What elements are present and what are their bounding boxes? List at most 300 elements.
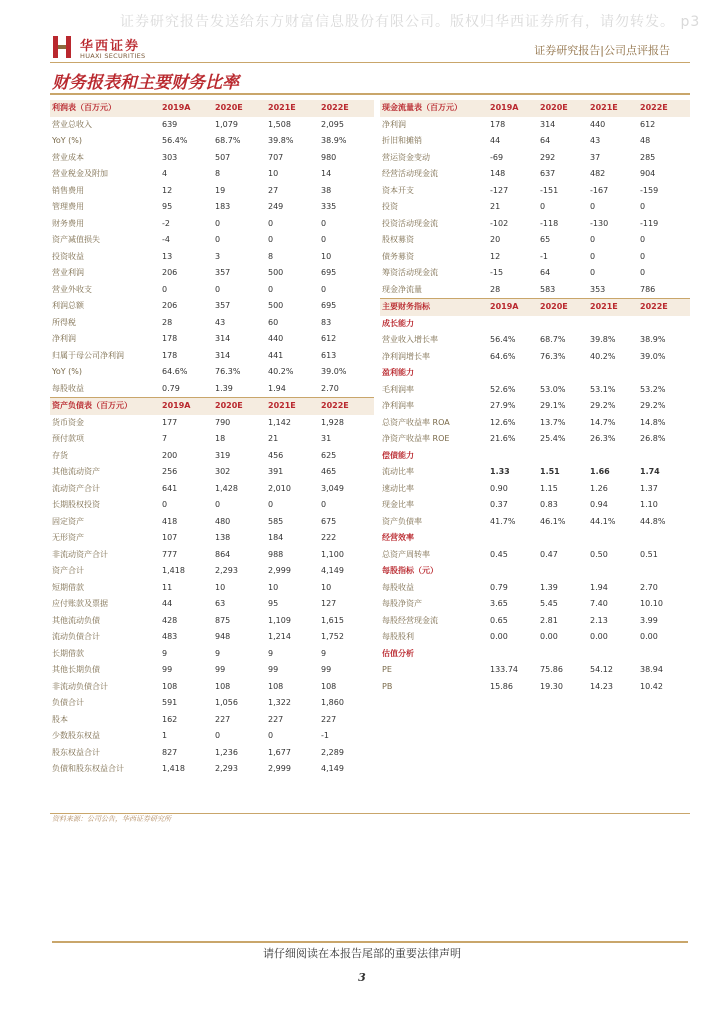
cell-value: 2,095: [321, 119, 344, 129]
row-label: 资本开支: [382, 185, 414, 195]
cell-value: 39.8%: [268, 136, 294, 145]
cell-value: 1,677: [268, 747, 291, 757]
cell-value: 302: [215, 467, 231, 476]
cashflow-ratio-table: [380, 100, 690, 695]
cell-value: 0: [215, 500, 221, 509]
table-row: [380, 431, 690, 448]
cell-value: 591: [162, 698, 178, 707]
row-label: 流动负债合计: [52, 632, 100, 641]
row-label: 销售费用: [52, 185, 84, 195]
cell-value: 0.51: [640, 549, 658, 559]
table-row: [380, 117, 690, 134]
cell-value: 613: [321, 350, 337, 360]
row-label: 经营效率: [382, 533, 414, 542]
row-label: 总资产周转率: [382, 549, 430, 559]
huaxi-logo-icon: [52, 34, 74, 60]
cell-value: 26.8%: [640, 434, 666, 443]
cell-value: 63: [215, 599, 226, 608]
cell-value: 0: [321, 218, 327, 228]
cell-value: 29.1%: [540, 401, 566, 410]
cell-value: [640, 365, 690, 382]
row-label: 债务募资: [382, 251, 414, 261]
cell-value: 0: [321, 235, 327, 244]
cell-value: 13: [162, 251, 173, 261]
cell-value: [590, 448, 640, 465]
cell-value: 26.3%: [590, 434, 616, 443]
cell-value: 40.2%: [590, 351, 616, 361]
row-label: 现金净流量: [382, 284, 422, 294]
cell-value: -118: [540, 218, 559, 228]
cell-value: -102: [490, 218, 509, 228]
row-label: 投资: [382, 202, 398, 211]
cell-value: 39.0%: [640, 351, 666, 361]
cell-value: 827: [162, 747, 178, 757]
table-row: [380, 629, 690, 646]
row-label: 净利润: [52, 334, 76, 343]
cell-value: 3,049: [321, 483, 344, 493]
row-label: 筹资活动现金流: [382, 268, 438, 277]
cell-value: 507: [215, 152, 231, 162]
row-label: 财务费用: [52, 218, 84, 228]
cell-value: 500: [268, 268, 284, 277]
table-row: [50, 629, 374, 646]
cell-value: 465: [321, 467, 337, 476]
cell-value: 227: [321, 714, 337, 724]
cell-value: 227: [268, 714, 284, 724]
cell-value: 0: [590, 268, 596, 277]
row-label: 每股股利: [382, 632, 414, 641]
table-row: [380, 265, 690, 282]
cell-value: 183: [215, 202, 231, 211]
cell-value: 7.40: [590, 599, 608, 608]
table-row: [50, 761, 374, 778]
cell-value: 99: [162, 665, 173, 674]
cell-value: 38.9%: [640, 335, 666, 344]
cell-value: 64.6%: [162, 367, 188, 376]
cell-value: 707: [268, 152, 284, 162]
cell-value: 27.9%: [490, 401, 516, 410]
cell-value: 641: [162, 483, 178, 493]
cell-value: 25.4%: [540, 434, 566, 443]
table-subsection-row: [380, 530, 690, 547]
cell-value: 2022E: [640, 100, 690, 117]
row-label: PE: [382, 665, 392, 674]
cell-value: 0: [590, 202, 596, 211]
right-financial-tables: [380, 100, 690, 695]
cell-value: 0.65: [490, 615, 508, 625]
cell-value: 2,999: [268, 566, 291, 575]
watermark-text: 证券研究报告发送给东方财富信息股份有限公司。版权归华西证券所有，请勿转发。 p3: [120, 14, 701, 30]
cell-value: 1.15: [540, 483, 558, 493]
row-label: 其他流动负债: [52, 615, 100, 625]
cell-value: 83: [321, 317, 332, 327]
cell-value: [490, 563, 540, 580]
cell-value: 1,142: [268, 417, 291, 427]
cell-value: 0: [640, 202, 646, 211]
row-label: 营业总收入: [52, 119, 92, 129]
table-row: [50, 745, 374, 762]
cell-value: 2021E: [590, 299, 640, 316]
cell-value: 133.74: [490, 665, 518, 674]
cell-value: 0.00: [590, 632, 608, 641]
cell-value: 625: [321, 450, 337, 460]
cell-value: 162: [162, 714, 178, 724]
cell-value: 10: [268, 582, 279, 592]
cell-value: [640, 316, 690, 333]
cell-value: 500: [268, 301, 284, 310]
cell-value: 440: [590, 119, 606, 129]
cell-value: 21: [268, 434, 279, 443]
table-row: [50, 315, 374, 332]
row-label: 短期借款: [52, 582, 84, 592]
cell-value: 1.66: [590, 467, 610, 476]
cell-value: 864: [215, 549, 231, 559]
row-label: 其他长期负债: [52, 665, 100, 674]
cell-value: 314: [540, 119, 556, 129]
cell-value: 0.79: [162, 383, 180, 393]
cell-value: 637: [540, 169, 556, 178]
table-row: [50, 464, 374, 481]
cell-value: 3: [215, 251, 221, 261]
row-label: 固定资产: [52, 516, 84, 526]
table-row: [50, 232, 374, 249]
cell-value: 2019A: [162, 398, 215, 415]
table-row: [380, 596, 690, 613]
cell-value: 9: [321, 648, 327, 658]
cell-value: 1,418: [162, 566, 185, 575]
row-label: 流动资产合计: [52, 483, 100, 493]
cell-value: 108: [215, 681, 231, 691]
cell-value: 1,418: [162, 764, 185, 773]
row-label: YoY (%): [52, 367, 82, 376]
cell-value: -2: [162, 218, 170, 228]
cell-value: 54.12: [590, 665, 613, 674]
row-label: 经营活动现金流: [382, 169, 438, 178]
cell-value: 0.47: [540, 549, 558, 559]
cell-value: 0: [640, 268, 646, 277]
table-row: [380, 514, 690, 531]
cell-value: 335: [321, 202, 337, 211]
cell-value: 108: [162, 681, 178, 691]
cell-value: 1.39: [540, 582, 558, 592]
cell-value: 44: [162, 599, 173, 608]
cell-value: 10: [321, 251, 332, 261]
cell-value: 0: [268, 218, 274, 228]
cell-value: 675: [321, 516, 337, 526]
table-row: [50, 415, 374, 432]
cell-value: 10.10: [640, 599, 663, 608]
cell-value: 695: [321, 301, 337, 310]
table-subsection-row: [380, 316, 690, 333]
cell-value: 314: [215, 350, 231, 360]
cell-value: 0: [268, 731, 274, 740]
cell-value: 76.3%: [540, 351, 566, 361]
row-label: 营业收入增长率: [382, 335, 438, 344]
cell-value: 29.2%: [640, 401, 666, 410]
row-label: 每股收益: [382, 582, 414, 592]
cell-value: 31: [321, 434, 332, 443]
cell-value: 2021E: [268, 398, 321, 415]
cell-value: 0: [268, 500, 274, 509]
cell-value: 200: [162, 450, 178, 460]
cell-value: 0: [162, 284, 168, 294]
cell-value: 9: [268, 648, 274, 658]
cell-value: -69: [490, 152, 504, 162]
cell-value: 1,100: [321, 549, 344, 559]
table-row: [380, 216, 690, 233]
cell-value: 95: [268, 599, 279, 608]
row-label: 货币资金: [52, 417, 84, 427]
cell-value: 39.0%: [321, 367, 347, 376]
cell-value: 138: [215, 533, 231, 542]
table-row: [50, 547, 374, 564]
table-row: [50, 662, 374, 679]
row-label: 每股净资产: [382, 599, 422, 608]
cell-value: 8: [215, 169, 221, 178]
cell-value: 44: [490, 136, 501, 145]
row-label: 营运资金变动: [382, 152, 430, 162]
table-row: [380, 497, 690, 514]
cell-value: 639: [162, 119, 178, 129]
row-label: 营业外收支: [52, 284, 92, 294]
cell-value: 2020E: [215, 100, 268, 117]
row-label: 预付款项: [52, 434, 84, 443]
cell-value: 1.94: [268, 383, 286, 393]
cell-value: 9: [215, 648, 221, 658]
cell-value: [640, 646, 690, 663]
cell-value: [490, 365, 540, 382]
cell-value: 4,149: [321, 566, 344, 575]
table-row: [380, 232, 690, 249]
cell-value: 0.00: [490, 632, 508, 641]
income-balance-table: [50, 100, 374, 778]
row-label: 营业成本: [52, 152, 84, 162]
table-row: [50, 448, 374, 465]
cell-value: 2019A: [490, 100, 540, 117]
cell-value: 2020E: [540, 299, 590, 316]
cell-value: 108: [321, 681, 337, 691]
cell-value: 0.45: [490, 549, 508, 559]
row-label: 估值分析: [382, 648, 414, 658]
cell-value: [540, 448, 590, 465]
row-label: 非流动负债合计: [52, 681, 108, 691]
cell-value: 790: [215, 417, 231, 427]
cell-value: 38.94: [640, 665, 663, 674]
cell-value: [540, 563, 590, 580]
table-row: [50, 282, 374, 299]
cell-value: 1,752: [321, 632, 344, 641]
row-label: 资产减值损失: [52, 235, 100, 244]
cell-value: -1: [540, 251, 548, 261]
table-row: [50, 183, 374, 200]
row-label: 少数股东权益: [52, 731, 100, 740]
cell-value: 76.3%: [215, 367, 241, 376]
cell-value: 43: [215, 317, 226, 327]
row-label: PB: [382, 681, 393, 691]
cell-value: 1.10: [640, 500, 658, 509]
cell-value: 583: [540, 284, 556, 294]
cell-value: 148: [490, 169, 506, 178]
cell-value: 1,214: [268, 632, 291, 641]
table-row: [50, 530, 374, 547]
table-row: [50, 481, 374, 498]
cell-value: 1,322: [268, 698, 291, 707]
cell-value: 37: [590, 152, 601, 162]
table-row: [50, 712, 374, 729]
cell-value: 2.70: [321, 383, 339, 393]
page-number: 3: [358, 971, 366, 984]
row-label: 无形资产: [52, 533, 84, 542]
table-subsection-row: [380, 646, 690, 663]
cell-value: 19.30: [540, 681, 563, 691]
table-header-row: [50, 398, 374, 415]
cell-value: 612: [321, 334, 337, 343]
cell-value: 28: [162, 317, 173, 327]
cell-value: 1,079: [215, 119, 238, 129]
cell-value: 127: [321, 599, 337, 608]
row-label: 营业税金及附加: [52, 169, 108, 178]
cell-value: 1,928: [321, 417, 344, 427]
report-type-label: 证券研究报告|公司点评报告: [534, 44, 670, 57]
cell-value: 60: [268, 317, 279, 327]
cell-value: 2,293: [215, 764, 238, 773]
cell-value: 0.00: [640, 632, 658, 641]
cell-value: 178: [162, 350, 178, 360]
cell-value: 40.2%: [268, 367, 294, 376]
cell-value: 480: [215, 516, 231, 526]
title-divider: [50, 93, 690, 95]
cell-value: 319: [215, 450, 231, 460]
cell-value: 21.6%: [490, 434, 516, 443]
table-header-row: [380, 299, 690, 316]
table-row: [380, 415, 690, 432]
row-label: 每股指标（元）: [382, 566, 438, 575]
table-row: [380, 613, 690, 630]
cell-value: 2.70: [640, 582, 658, 592]
cell-value: 13.7%: [540, 417, 566, 427]
cell-value: 41.7%: [490, 516, 516, 526]
legal-disclaimer: 请仔细阅读在本报告尾部的重要法律声明: [263, 947, 461, 960]
table-row: [50, 695, 374, 712]
brand-name-en: HUAXI SECURITIES: [80, 52, 146, 60]
row-label: 主要财务指标: [380, 299, 490, 316]
row-label: 资产负债率: [382, 516, 422, 526]
cell-value: 980: [321, 152, 337, 162]
cell-value: 9: [162, 648, 168, 658]
cell-value: 3.99: [640, 615, 658, 625]
table-row: [50, 563, 374, 580]
cell-value: 99: [268, 665, 279, 674]
cell-value: 314: [215, 334, 231, 343]
cell-value: 1.37: [640, 483, 658, 493]
row-label: 净利润增长率: [382, 351, 430, 361]
cell-value: 64: [540, 136, 551, 145]
table-row: [380, 249, 690, 266]
cell-value: 0: [590, 251, 596, 261]
cell-value: 875: [215, 615, 231, 625]
table-row: [50, 331, 374, 348]
table-row: [50, 679, 374, 696]
cell-value: 256: [162, 467, 178, 476]
table-row: [50, 646, 374, 663]
table-row: [50, 199, 374, 216]
row-label: 所得税: [52, 317, 76, 327]
row-label: 每股经营现金流: [382, 615, 438, 625]
cell-value: 56.4%: [162, 136, 188, 145]
cell-value: 7: [162, 434, 168, 443]
cell-value: 1.39: [215, 383, 233, 393]
table-subsection-row: [380, 563, 690, 580]
table-header-row: [50, 100, 374, 117]
cell-value: 8: [268, 251, 274, 261]
row-label: 长期借款: [52, 648, 84, 658]
disclaimer-divider: [52, 941, 688, 943]
table-row: [50, 265, 374, 282]
cell-value: 95: [162, 202, 173, 211]
cell-value: 227: [215, 714, 231, 724]
cell-value: 482: [590, 169, 606, 178]
row-label: 偿债能力: [382, 450, 414, 460]
cell-value: 177: [162, 417, 178, 427]
row-label: 净利润: [382, 119, 406, 129]
cell-value: [490, 448, 540, 465]
cell-value: 1.94: [590, 582, 608, 592]
table-row: [50, 431, 374, 448]
table-row: [380, 679, 690, 696]
cell-value: [640, 563, 690, 580]
cell-value: 0: [540, 202, 546, 211]
cell-value: 0.50: [590, 549, 608, 559]
table-row: [50, 514, 374, 531]
table-row: [380, 133, 690, 150]
cell-value: 38: [321, 185, 332, 195]
cell-value: 12: [162, 185, 173, 195]
cell-value: 2021E: [268, 100, 321, 117]
cell-value: 2,999: [268, 764, 291, 773]
table-row: [380, 199, 690, 216]
cell-value: 108: [268, 681, 284, 691]
cell-value: [640, 448, 690, 465]
cell-value: 18: [215, 434, 226, 443]
cell-value: 1,428: [215, 483, 238, 493]
cell-value: 75.86: [540, 665, 563, 674]
cell-value: [540, 365, 590, 382]
cell-value: 1,056: [215, 698, 238, 707]
cell-value: 10.42: [640, 681, 663, 691]
cell-value: 1.74: [640, 467, 660, 476]
cell-value: 777: [162, 549, 178, 559]
cell-value: 44.8%: [640, 516, 666, 526]
cell-value: 391: [268, 467, 284, 476]
cell-value: 0.37: [490, 500, 508, 509]
table-row: [50, 596, 374, 613]
row-label: 营业利润: [52, 268, 84, 277]
cell-value: 222: [321, 533, 337, 542]
cell-value: 27: [268, 185, 279, 195]
cell-value: 0: [640, 235, 646, 244]
table-row: [380, 481, 690, 498]
cell-value: 0: [321, 500, 327, 509]
cell-value: 1.33: [490, 467, 510, 476]
cell-value: 786: [640, 284, 656, 294]
row-label: 净利润率: [382, 401, 414, 410]
table-row: [380, 183, 690, 200]
cell-value: 184: [268, 533, 284, 542]
cell-value: 107: [162, 533, 178, 542]
row-label: 长期股权投资: [52, 500, 100, 509]
cell-value: 1,615: [321, 615, 344, 625]
cell-value: 1,508: [268, 119, 291, 129]
